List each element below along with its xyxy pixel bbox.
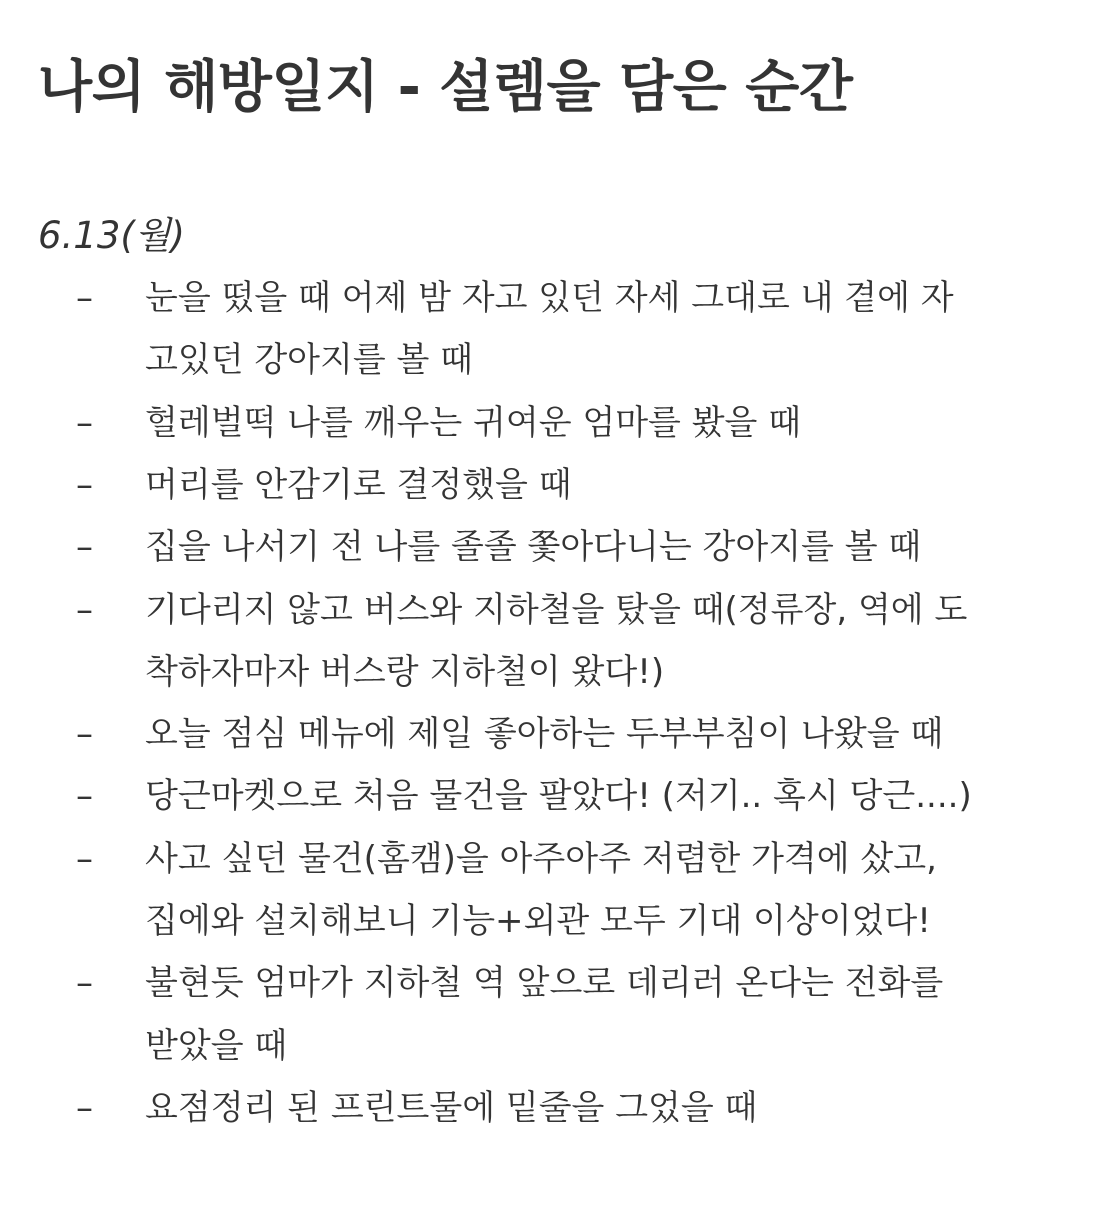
entry-text-line: 사고 싶던 물건(홈캠)을 아주아주 저렴한 가격에 샀고, (145, 838, 937, 879)
entry-text-line: 집에와 설치해보니 기능+외관 모두 기대 이상이었다! (145, 900, 931, 941)
bullet-dash: – (76, 838, 93, 879)
bullet-dash: – (76, 589, 93, 630)
entry-text-line: 받았을 때 (145, 1025, 288, 1066)
bullet-dash: – (76, 464, 93, 505)
entry-text-line: 집을 나서기 전 나를 졸졸 쫓아다니는 강아지를 볼 때 (145, 527, 922, 568)
bullet-dash: – (76, 963, 93, 1004)
date-heading: 6.13(월) (38, 214, 185, 257)
bullet-dash: – (76, 776, 93, 817)
entry-text-line: 눈을 떴을 때 어제 밤 자고 있던 자세 그대로 내 곁에 자 (145, 278, 954, 318)
page-title: 나의 해방일지 - 설렘을 담은 순간 (38, 55, 853, 120)
entry-text-line: 헐레벌떡 나를 깨우는 귀여운 엄마를 봤을 때 (145, 402, 802, 443)
entry-text-line: 기다리지 않고 버스와 지하철을 탔을 때(정류장, 역에 도 (145, 589, 968, 630)
entry-text-line: 불현듯 엄마가 지하철 역 앞으로 데리러 온다는 전화를 (145, 963, 944, 1004)
bullet-dash: – (76, 527, 93, 568)
entry-text-line: 고있던 강아지를 볼 때 (145, 340, 474, 381)
entry-text-line: 요점정리 된 프린트물에 밑줄을 그었을 때 (145, 1087, 758, 1128)
bullet-dash: – (76, 402, 93, 443)
entry-text-line: 착하자마자 버스랑 지하철이 왔다!) (145, 651, 665, 692)
bullet-dash: – (76, 714, 93, 755)
bullet-dash: – (76, 1087, 93, 1128)
bullet-dash: – (76, 278, 93, 318)
entry-text-line: 당근마켓으로 처음 물건을 팔았다! (저기.. 혹시 당근....) (145, 776, 972, 817)
entry-text-line: 오늘 점심 메뉴에 제일 좋아하는 두부부침이 나왔을 때 (145, 714, 944, 755)
entry-text-line: 머리를 안감기로 결정했을 때 (145, 464, 572, 505)
